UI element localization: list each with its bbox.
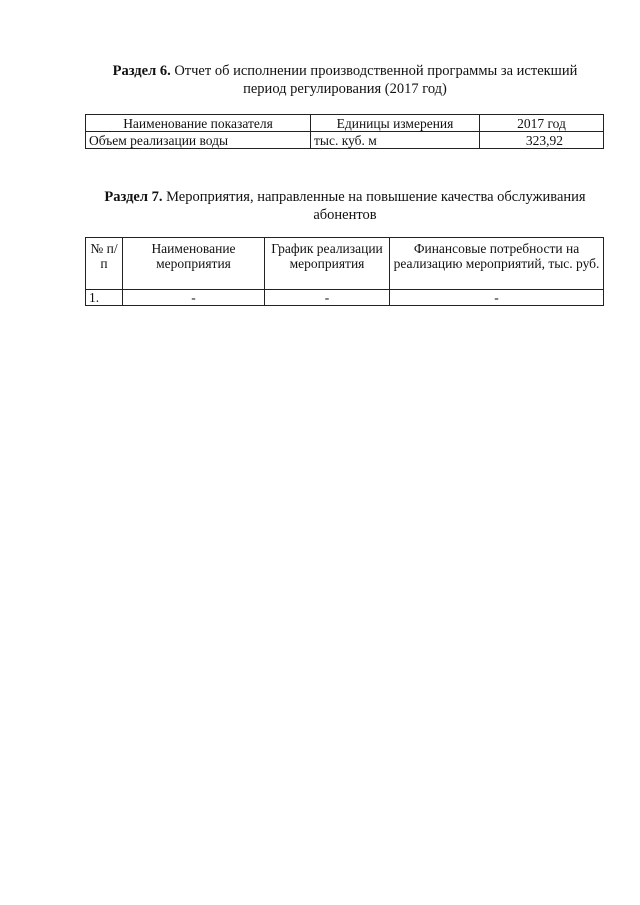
section-6-label: Раздел 6.	[112, 63, 171, 79]
table-row	[86, 290, 604, 306]
table-header-row	[86, 238, 604, 290]
table-row	[86, 132, 604, 149]
unit-value: тыс. куб. м	[311, 132, 480, 149]
table-header-row	[86, 115, 604, 132]
indicator-name: Объем реализации воды	[86, 132, 311, 149]
column-header-schedule: График реализации мероприятия	[265, 238, 390, 290]
column-header-unit: Единицы измерения	[311, 115, 480, 132]
measure-name: -	[123, 290, 265, 306]
measure-schedule: -	[265, 290, 390, 306]
year-value: 323,92	[480, 132, 604, 149]
column-header-number: № п/п	[86, 238, 123, 290]
section-7-title: Мероприятия, направленные на повышение качества обслуживания абонентов	[166, 189, 586, 223]
column-header-measure: Наименование мероприятия	[123, 238, 265, 290]
section-7-label: Раздел 7.	[104, 189, 163, 205]
production-program-table	[85, 114, 604, 149]
section-6-heading	[90, 62, 600, 98]
measures-table	[85, 237, 604, 306]
column-header-year: 2017 год	[480, 115, 604, 132]
column-header-finance: Финансовые потребности на реализацию мероприятий, тыс. руб.	[390, 238, 604, 290]
section-6-title: Отчет об исполнении производственной программы за истекший период регулирования (2017 год)	[174, 63, 578, 97]
measure-finance: -	[390, 290, 604, 306]
column-header-indicator: Наименование показателя	[86, 115, 311, 132]
section-7-heading	[90, 188, 600, 224]
row-number: 1.	[86, 290, 123, 306]
